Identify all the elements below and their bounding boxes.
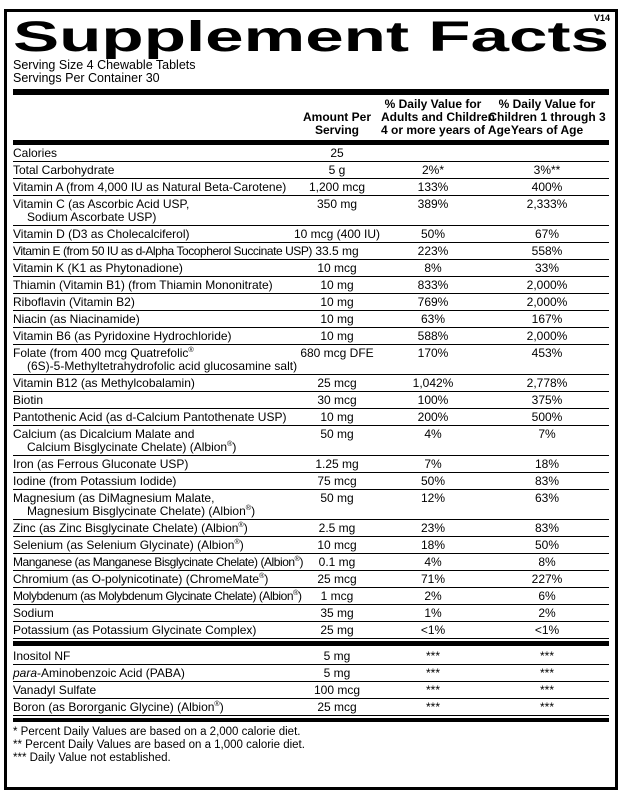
table-row: [13, 179, 609, 196]
dv-children-cell: 18%: [485, 456, 609, 473]
dv-adults-cell: 2%*: [381, 162, 485, 179]
dv-adults-cell: [381, 143, 485, 162]
amount-cell: 100 mcg: [293, 682, 381, 699]
footnote-1000-calorie: ** Percent Daily Values are based on a 1,000 calorie diet.: [13, 738, 305, 751]
dv-adults-cell: 4%: [381, 426, 485, 456]
dv-adults-cell: ***: [381, 699, 485, 716]
dv-children-cell: 67%: [485, 226, 609, 243]
nutrient-label-line: Calcium (as Dicalcium Malate and: [13, 427, 195, 441]
table-row: [13, 162, 609, 179]
header-line: Children 1 through 3: [488, 110, 606, 124]
dv-children-cell: 2,333%: [485, 196, 609, 226]
table-row: [13, 345, 609, 375]
nutrient-label-line: Biotin: [13, 393, 44, 407]
dv-children-cell: 2,000%: [485, 328, 609, 345]
table-row: [13, 196, 609, 226]
nutrient-label-cell: [13, 520, 293, 537]
dv-children-cell: ***: [485, 699, 609, 716]
dv-adults-cell: 2%: [381, 588, 485, 605]
supplement-facts-label: [4, 9, 618, 790]
nutrient-label-cell: [13, 537, 293, 554]
nutrient-label-cell: [13, 179, 293, 196]
nutrient-label-cell: [13, 294, 293, 311]
dv-children-cell: 8%: [485, 554, 609, 571]
nutrient-label-line: Pantothenic Acid (as d-Calcium Pantothenate USP): [13, 410, 287, 424]
nutrient-label-line: Total Carbohydrate: [13, 163, 115, 177]
footnote-dv-not-established: *** Daily Value not established.: [13, 751, 171, 764]
amount-cell: 10 mcg: [293, 260, 381, 277]
amount-cell: 10 mg: [293, 409, 381, 426]
amount-cell: 33.5 mg: [293, 243, 381, 260]
dv-children-cell: 6%: [485, 588, 609, 605]
nutrient-label-line: Vitamin B12 (as Methylcobalamin): [13, 376, 195, 390]
amount-cell: 25 mcg: [293, 375, 381, 392]
nutrient-label-cell: [13, 473, 293, 490]
column-header-dv-adults: [381, 95, 511, 143]
dv-adults-cell: ***: [381, 682, 485, 699]
nutrient-label-cell: [13, 375, 293, 392]
registered-mark: ®: [245, 503, 252, 512]
amount-cell: 10 mg: [293, 294, 381, 311]
version-tag: V14: [593, 13, 610, 23]
table-row: [13, 537, 609, 554]
dv-children-cell: 7%: [485, 426, 609, 456]
dv-adults-cell: 223%: [381, 243, 485, 260]
amount-cell: 25: [293, 143, 381, 162]
nutrient-label-line: Vitamin C (as Ascorbic Acid USP,: [13, 197, 190, 211]
dv-adults-cell: 8%: [381, 260, 485, 277]
amount-cell: 10 mg: [293, 328, 381, 345]
table-row: [13, 392, 609, 409]
dv-children-cell: ***: [485, 648, 609, 665]
nutrient-label-line: Iron (as Ferrous Gluconate USP): [13, 457, 189, 471]
servings-per-container: Servings Per Container 30: [13, 71, 160, 85]
nutrient-label-line: (6S)-5-Methyltetrahydrofolic acid glucosamine salt): [27, 359, 298, 373]
dv-adults-cell: 1,042%: [381, 375, 485, 392]
nutrient-label-line: Vitamin E (from 50 IU as d-Alpha Tocopherol Succinate USP): [13, 244, 312, 258]
registered-mark: ®: [259, 571, 265, 580]
nutrient-label-line: Riboflavin (Vitamin B2): [13, 295, 135, 309]
nutrient-label-line: Vanadyl Sulfate: [13, 683, 97, 697]
dv-children-cell: 3%**: [485, 162, 609, 179]
dv-adults-cell: <1%: [381, 622, 485, 639]
nutrient-label-line: para-Aminobenzoic Acid (PABA): [13, 666, 185, 680]
table-row: [13, 665, 609, 682]
dv-children-cell: 2,000%: [485, 277, 609, 294]
dv-adults-cell: 1%: [381, 605, 485, 622]
table-row: [13, 456, 609, 473]
registered-mark: ®: [214, 699, 220, 708]
table-row: [13, 277, 609, 294]
nutrient-label-cell: [13, 571, 293, 588]
nutrient-label-cell: [13, 648, 293, 665]
nutrient-label-cell: [13, 456, 293, 473]
table-row: [13, 490, 609, 520]
amount-cell: 1,200 mcg: [293, 179, 381, 196]
dv-children-cell: <1%: [485, 622, 609, 639]
dv-adults-cell: 23%: [381, 520, 485, 537]
registered-mark: ®: [227, 439, 233, 448]
table-row: [13, 520, 609, 537]
title-wrap: [13, 14, 609, 59]
column-header-row: [13, 95, 609, 143]
nutrient-label-line: Vitamin K (K1 as Phytonadione): [13, 261, 183, 275]
nutrient-label-cell: [13, 426, 293, 456]
dv-adults-cell: 7%: [381, 456, 485, 473]
dv-adults-cell: 50%: [381, 473, 485, 490]
nutrient-label-cell: [13, 409, 293, 426]
serving-size: Serving Size 4 Chewable Tablets: [13, 58, 196, 72]
dv-adults-cell: 133%: [381, 179, 485, 196]
header-line: 4 or more years of Age: [381, 123, 511, 137]
header-line: Amount Per: [302, 110, 371, 124]
nutrient-label-cell: [13, 143, 293, 162]
header-line: % Daily Value for: [498, 97, 596, 111]
nutrient-label-line: Thiamin (Vitamin B1) (from Thiamin Mononitrate): [13, 278, 273, 292]
nutrient-label-line: Sodium Ascorbate USP): [27, 210, 157, 224]
dv-adults-cell: 200%: [381, 409, 485, 426]
header-line: Serving: [314, 123, 359, 137]
dv-adults-cell: 833%: [381, 277, 485, 294]
nutrient-label-line: Iodine (from Potassium Iodide): [13, 474, 177, 488]
dv-children-cell: 400%: [485, 179, 609, 196]
dv-children-cell: 167%: [485, 311, 609, 328]
dv-children-cell: 227%: [485, 571, 609, 588]
nutrient-label-cell: [13, 605, 293, 622]
registered-mark: ®: [234, 537, 240, 546]
footnotes: [13, 725, 609, 764]
table-row: [13, 226, 609, 243]
dv-children-cell: 2,000%: [485, 294, 609, 311]
amount-cell: 25 mcg: [293, 571, 381, 588]
amount-cell: 2.5 mg: [293, 520, 381, 537]
nutrient-label-line: Sodium: [13, 606, 54, 620]
registered-mark: ®: [188, 345, 194, 354]
amount-cell: 50 mg: [293, 426, 381, 456]
divider-bar-section: [13, 641, 609, 646]
header-line: Adults and Children: [381, 110, 495, 124]
dv-children-cell: 500%: [485, 409, 609, 426]
dv-children-cell: 33%: [485, 260, 609, 277]
table-row: [13, 375, 609, 392]
nutrient-label-line: Folate (from 400 mcg Quatrefolic®: [13, 345, 194, 360]
table-row: [13, 243, 609, 260]
nutrient-label-cell: [13, 328, 293, 345]
amount-cell: 75 mcg: [293, 473, 381, 490]
amount-cell: 5 mg: [293, 665, 381, 682]
amount-cell: 30 mcg: [293, 392, 381, 409]
nutrient-label-cell: [13, 345, 298, 375]
nutrient-label-cell: [13, 588, 302, 605]
dv-children-cell: 63%: [485, 490, 609, 520]
dv-adults-cell: ***: [381, 648, 485, 665]
dv-adults-cell: 18%: [381, 537, 485, 554]
table-row: [13, 622, 609, 639]
table-row: [13, 426, 609, 456]
amount-cell: 350 mg: [293, 196, 381, 226]
table-row: [13, 571, 609, 588]
table-row: [13, 648, 609, 665]
table-row: [13, 260, 609, 277]
nutrient-label-cell: [13, 196, 293, 226]
table-row: [13, 409, 609, 426]
nutrient-label-cell: [13, 392, 293, 409]
table-row: [13, 682, 609, 699]
nutrient-label-line: Zinc (as Zinc Bisglycinate Chelate) (Albion®): [13, 520, 248, 535]
nutrient-label-cell: [13, 665, 293, 682]
dv-adults-cell: 389%: [381, 196, 485, 226]
table-row: [13, 328, 609, 345]
amount-cell: 10 mg: [293, 311, 381, 328]
page-title: Supplement Facts: [13, 14, 609, 59]
nutrient-label-cell: [13, 490, 293, 520]
amount-cell: 1 mcg: [293, 588, 381, 605]
dv-children-cell: 375%: [485, 392, 609, 409]
title-graphic: [13, 14, 613, 59]
dv-adults-cell: ***: [381, 665, 485, 682]
nutrient-label-line: Selenium (as Selenium Glycinate) (Albion®): [13, 537, 244, 552]
nutrient-label-line: Potassium (as Potassium Glycinate Complex): [13, 623, 257, 637]
nutrient-label-line: Vitamin B6 (as Pyridoxine Hydrochloride): [13, 329, 232, 343]
amount-cell: 10 mcg: [293, 537, 381, 554]
nutrient-label-cell: [13, 226, 293, 243]
header-line: % Daily Value for: [384, 97, 482, 111]
dv-adults-cell: 170%: [381, 345, 485, 375]
dv-adults-cell: 63%: [381, 311, 485, 328]
table-row: [13, 143, 609, 162]
table-row: [13, 605, 609, 622]
nutrient-label-cell: [13, 311, 293, 328]
table-row: [13, 473, 609, 490]
nutrient-label-line: Magnesium (as DiMagnesium Malate,: [13, 491, 215, 505]
dv-adults-cell: 769%: [381, 294, 485, 311]
amount-cell: 25 mcg: [293, 699, 381, 716]
registered-mark: ®: [238, 520, 244, 529]
footnote-2000-calorie: * Percent Daily Values are based on a 2,000 calorie diet.: [13, 726, 301, 738]
column-header-spacer: [13, 95, 293, 143]
section-divider: [13, 639, 609, 649]
dv-children-cell: ***: [485, 682, 609, 699]
dv-adults-cell: 12%: [381, 490, 485, 520]
nutrient-label-line: Calcium Bisglycinate Chelate) (Albion®): [27, 439, 237, 454]
amount-cell: 0.1 mg: [293, 554, 381, 571]
table-row: [13, 311, 609, 328]
dv-adults-cell: 588%: [381, 328, 485, 345]
dv-adults-cell: 100%: [381, 392, 485, 409]
amount-cell: 1.25 mg: [293, 456, 381, 473]
dv-children-cell: 558%: [485, 243, 609, 260]
dv-children-cell: 2%: [485, 605, 609, 622]
dv-adults-cell: 4%: [381, 554, 485, 571]
dv-children-cell: ***: [485, 665, 609, 682]
registered-mark: ®: [294, 554, 300, 563]
nutrient-label-line: Inositol NF: [13, 649, 71, 663]
nutrient-label-cell: [13, 554, 304, 571]
nutrient-label-line: Vitamin A (from 4,000 IU as Natural Beta-Carotene): [13, 180, 287, 194]
nutrient-label-line: Chromium (as O-polynicotinate) (ChromeMate®): [13, 571, 269, 586]
table-row: [13, 588, 609, 605]
amount-cell: 25 mg: [293, 622, 381, 639]
nutrient-label-line: Vitamin D (D3 as Cholecalciferol): [13, 227, 190, 241]
nutrient-label-cell: [13, 162, 293, 179]
dv-children-cell: 50%: [485, 537, 609, 554]
amount-cell: 5 mg: [293, 648, 381, 665]
nutrient-label-line: Magnesium Bisglycinate Chelate) (Albion®): [27, 503, 256, 518]
amount-cell: 10 mcg (400 IU): [293, 227, 381, 241]
amount-cell: 10 mg: [293, 277, 381, 294]
dv-children-cell: 83%: [485, 520, 609, 537]
dv-children-cell: [485, 143, 609, 162]
nutrient-label-line: Boron (as Bororganic Glycine) (Albion®): [13, 699, 224, 714]
dv-children-cell: 453%: [485, 345, 609, 375]
amount-cell: 680 mcg DFE: [293, 345, 381, 375]
nutrient-label-line: Niacin (as Niacinamide): [13, 312, 140, 326]
supplement-table: [13, 95, 609, 716]
nutrient-label-cell: [13, 682, 293, 699]
table-row: [13, 294, 609, 311]
dv-adults-cell: 71%: [381, 571, 485, 588]
amount-cell: 5 g: [293, 162, 381, 179]
amount-cell: 50 mg: [293, 490, 381, 520]
dv-children-cell: 83%: [485, 473, 609, 490]
column-header-amount: [293, 95, 381, 143]
nutrient-label-cell: [13, 260, 293, 277]
divider-bar-footnotes: [13, 718, 609, 722]
dv-adults-cell: 50%: [381, 226, 485, 243]
nutrient-label-cell: [13, 622, 293, 639]
nutrient-label-cell: [13, 699, 293, 716]
dv-children-cell: 2,778%: [485, 375, 609, 392]
nutrient-label-cell: [13, 243, 312, 260]
nutrient-label-line: Calories: [13, 146, 58, 160]
header-line: Years of Age: [510, 123, 584, 137]
amount-cell: 35 mg: [293, 605, 381, 622]
nutrient-label-cell: [13, 277, 293, 294]
table-row: [13, 699, 609, 716]
table-row: [13, 554, 609, 571]
registered-mark: ®: [293, 588, 298, 597]
nutrient-label-line: Manganese (as Manganese Bisglycinate Chelate) (Albion®): [13, 554, 304, 569]
nutrient-label-line: Molybdenum (as Molybdenum Glycinate Chelate) (Albion®): [13, 588, 302, 603]
